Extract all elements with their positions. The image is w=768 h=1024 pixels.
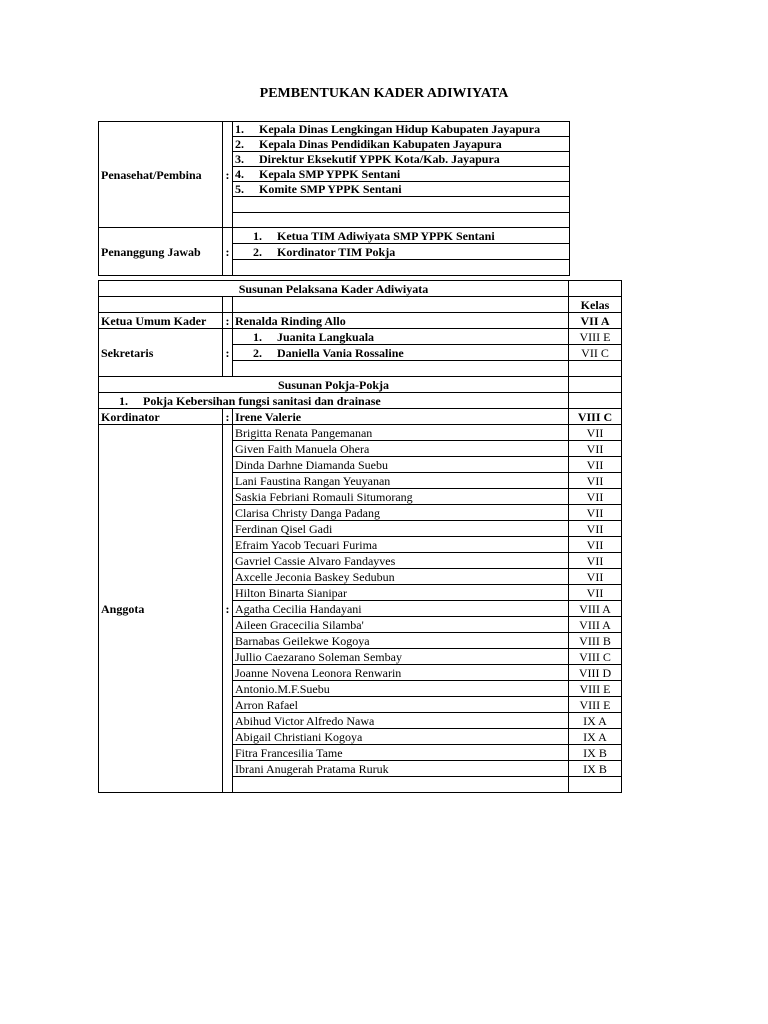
anggota-kelas: VII <box>569 441 622 457</box>
penasehat-item-number: 3. <box>235 152 244 166</box>
penasehat-item-text: Direktur Eksekutif YPPK Kota/Kab. Jayapura <box>259 152 500 166</box>
penanggung-item <box>233 228 570 244</box>
table-row <box>99 393 622 409</box>
penasehat-item-text: Komite SMP YPPK Sentani <box>259 182 402 196</box>
penanggung-item-text: Ketua TIM Adiwiyata SMP YPPK Sentani <box>277 228 495 243</box>
empty-cell <box>569 777 622 793</box>
pembina-table <box>98 121 570 276</box>
table-row <box>99 122 570 137</box>
anggota-kelas: VIII B <box>569 633 622 649</box>
ketua-label: Ketua Umum Kader <box>99 313 223 329</box>
penasehat-item <box>233 167 570 182</box>
table-row <box>99 329 622 345</box>
table-row <box>99 228 570 244</box>
table-row <box>99 409 622 425</box>
anggota-name: Given Faith Manuela Ohera <box>233 441 569 457</box>
anggota-kelas: VIII E <box>569 681 622 697</box>
table-row <box>99 297 622 313</box>
anggota-name: Jullio Caezarano Soleman Sembay <box>233 649 569 665</box>
anggota-kelas: VIII A <box>569 601 622 617</box>
penasehat-item-text: Kepala SMP YPPK Sentani <box>259 167 401 181</box>
kelas-header: Kelas <box>569 297 622 313</box>
penasehat-item-number: 5. <box>235 182 244 196</box>
table-row <box>99 377 622 393</box>
table-row <box>99 313 622 329</box>
anggota-name: Fitra Francesilia Tame <box>233 745 569 761</box>
anggota-name: Lani Faustina Rangan Yeuyanan <box>233 473 569 489</box>
penanggung-item-number: 1. <box>253 228 262 243</box>
anggota-kelas: VII <box>569 473 622 489</box>
anggota-kelas: VII <box>569 457 622 473</box>
empty-cell <box>233 777 569 793</box>
empty-cell <box>233 260 570 276</box>
anggota-kelas: VIII D <box>569 665 622 681</box>
sekretaris-kelas: VII C <box>569 345 622 361</box>
penasehat-item-number: 4. <box>235 167 244 181</box>
ketua-name: Renalda Rinding Allo <box>233 313 569 329</box>
penasehat-item <box>233 182 570 197</box>
anggota-name: Brigitta Renata Pangemanan <box>233 425 569 441</box>
anggota-kelas: VIII A <box>569 617 622 633</box>
anggota-kelas: IX B <box>569 745 622 761</box>
colon: : <box>223 329 233 377</box>
penanggung-item-number: 2. <box>253 244 262 259</box>
empty-cell <box>569 281 622 297</box>
sekretaris-item-number: 2. <box>253 345 262 360</box>
sekretaris-item-number: 1. <box>253 329 262 344</box>
page-title: PEMBENTUKAN KADER ADIWIYATA <box>259 86 509 101</box>
colon: : <box>223 409 233 425</box>
colon: : <box>223 425 233 793</box>
sekretaris-item-text: Juanita Langkuala <box>277 329 375 344</box>
empty-cell <box>99 297 223 313</box>
anggota-name: Ibrani Anugerah Pratama Ruruk <box>233 761 569 777</box>
penasehat-item-text: Kepala Dinas Pendidikan Kabupaten Jayapura <box>259 137 502 151</box>
anggota-kelas: VII <box>569 569 622 585</box>
anggota-name: Abihud Victor Alfredo Nawa <box>233 713 569 729</box>
anggota-name: Aileen Gracecilia Silamba' <box>233 617 569 633</box>
anggota-kelas: VII <box>569 489 622 505</box>
anggota-name: Gavriel Cassie Alvaro Fandayves <box>233 553 569 569</box>
anggota-name: Joanne Novena Leonora Renwarin <box>233 665 569 681</box>
anggota-name: Hilton Binarta Sianipar <box>233 585 569 601</box>
penanggung-item <box>233 244 570 260</box>
table-row <box>99 281 622 297</box>
pokja-title-number: 1. <box>119 393 128 408</box>
anggota-name: Agatha Cecilia Handayani <box>233 601 569 617</box>
kordinator-label: Kordinator <box>99 409 223 425</box>
empty-cell <box>233 297 569 313</box>
penanggung-item-text: Kordinator TIM Pokja <box>277 244 396 259</box>
penasehat-item-number: 2. <box>235 137 244 151</box>
anggota-kelas: VII <box>569 553 622 569</box>
empty-cell <box>233 361 569 377</box>
anggota-name: Dinda Darhne Diamanda Suebu <box>233 457 569 473</box>
anggota-name: Antonio.M.F.Suebu <box>233 681 569 697</box>
empty-cell <box>569 377 622 393</box>
anggota-kelas: VIII C <box>569 649 622 665</box>
sekretaris-item <box>233 329 569 345</box>
penasehat-item <box>233 122 570 137</box>
penasehat-item <box>233 152 570 167</box>
penasehat-item <box>233 137 570 152</box>
penasehat-label: Penasehat/Pembina <box>99 122 223 228</box>
pelaksana-table <box>98 280 622 793</box>
anggota-name: Abigail Christiani Kogoya <box>233 729 569 745</box>
colon: : <box>223 228 233 276</box>
anggota-name: Ferdinan Qisel Gadi <box>233 521 569 537</box>
sekretaris-label: Sekretaris <box>99 329 223 377</box>
penasehat-item-text: Kepala Dinas Lengkingan Hidup Kabupaten Jayapura <box>259 122 541 136</box>
pokja-title-text: Pokja Kebersihan fungsi sanitasi dan drainase <box>143 393 381 408</box>
colon: : <box>223 313 233 329</box>
empty-cell <box>223 297 233 313</box>
pokja-header: Susunan Pokja-Pokja <box>99 377 569 393</box>
anggota-kelas: VIII E <box>569 697 622 713</box>
anggota-kelas: VII <box>569 505 622 521</box>
anggota-name: Barnabas Geilekwe Kogoya <box>233 633 569 649</box>
empty-cell <box>569 393 622 409</box>
penanggung-label: Penanggung Jawab <box>99 228 223 276</box>
anggota-name: Saskia Febriani Romauli Situmorang <box>233 489 569 505</box>
anggota-label: Anggota <box>99 425 223 793</box>
pokja-title <box>99 393 569 409</box>
anggota-name: Clarisa Christy Danga Padang <box>233 505 569 521</box>
anggota-name: Efraim Yacob Tecuari Furima <box>233 537 569 553</box>
empty-cell <box>233 197 570 213</box>
empty-cell <box>569 361 622 377</box>
anggota-name: Arron Rafael <box>233 697 569 713</box>
empty-cell <box>233 213 570 228</box>
sekretaris-item <box>233 345 569 361</box>
kordinator-kelas: VIII C <box>569 409 622 425</box>
sekretaris-kelas: VIII E <box>569 329 622 345</box>
sekretaris-item-text: Daniella Vania Rossaline <box>277 345 404 360</box>
anggota-kelas: IX A <box>569 729 622 745</box>
anggota-kelas: IX A <box>569 713 622 729</box>
anggota-name: Axcelle Jeconia Baskey Sedubun <box>233 569 569 585</box>
anggota-kelas: VII <box>569 537 622 553</box>
colon: : <box>223 122 233 228</box>
anggota-kelas: VII <box>569 425 622 441</box>
susunan-header: Susunan Pelaksana Kader Adiwiyata <box>99 281 569 297</box>
table-row <box>99 425 622 441</box>
penasehat-item-number: 1. <box>235 122 244 136</box>
anggota-kelas: IX B <box>569 761 622 777</box>
anggota-kelas: VII <box>569 521 622 537</box>
anggota-kelas: VII <box>569 585 622 601</box>
ketua-kelas: VII A <box>569 313 622 329</box>
kordinator-name: Irene Valerie <box>233 409 569 425</box>
